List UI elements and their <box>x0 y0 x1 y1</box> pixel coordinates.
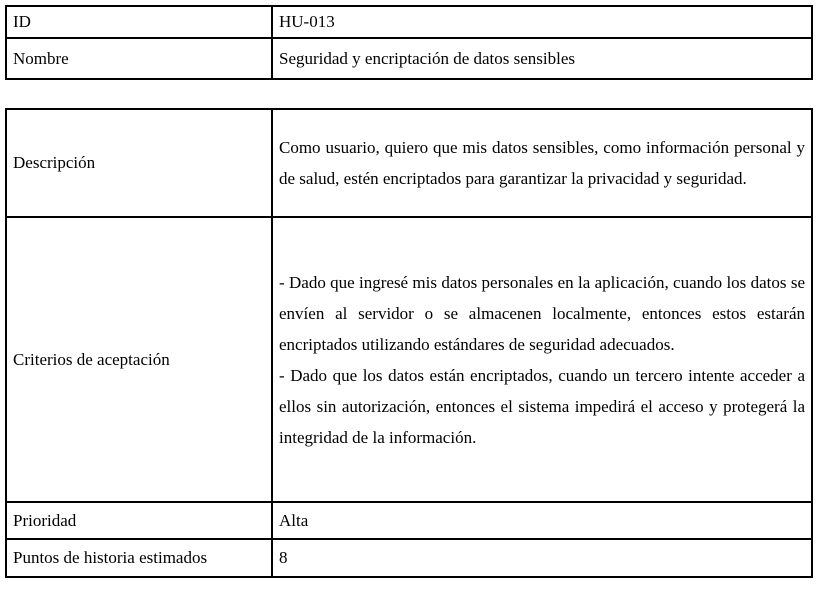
story-points-label: Puntos de historia estimados <box>6 539 272 577</box>
id-label: ID <box>6 6 272 38</box>
acceptance-criteria-label: Criterios de aceptación <box>6 217 272 502</box>
priority-value: Alta <box>272 502 812 539</box>
table-row <box>6 6 812 38</box>
table-row <box>6 38 812 79</box>
priority-label: Prioridad <box>6 502 272 539</box>
id-value: HU-013 <box>272 6 812 38</box>
story-points-value: 8 <box>272 539 812 577</box>
table-row <box>6 502 812 539</box>
name-value: Seguridad y encriptación de datos sensibles <box>272 38 812 79</box>
story-details-table <box>5 108 813 578</box>
description-value: Como usuario, quiero que mis datos sensibles, como información personal y de salud, estén encriptados para garantizar la privacidad y seguridad. <box>272 109 812 217</box>
story-header-table <box>5 5 813 80</box>
criterion-item: - Dado que ingresé mis datos personales en la aplicación, cuando los datos se envíen al servidor o se almacenen localmente, entonces estos estarán encriptados utilizando estándares de seguridad adecuados. <box>279 272 805 354</box>
table-row <box>6 217 812 502</box>
table-row <box>6 539 812 577</box>
name-label: Nombre <box>6 38 272 79</box>
acceptance-criteria-value <box>272 217 812 502</box>
table-row <box>6 109 812 217</box>
criterion-item: - Dado que los datos están encriptados, cuando un tercero intente acceder a ellos sin autorización, entonces el sistema impedirá el acceso y protegerá la integridad de la información. <box>279 365 805 447</box>
description-label: Descripción <box>6 109 272 217</box>
